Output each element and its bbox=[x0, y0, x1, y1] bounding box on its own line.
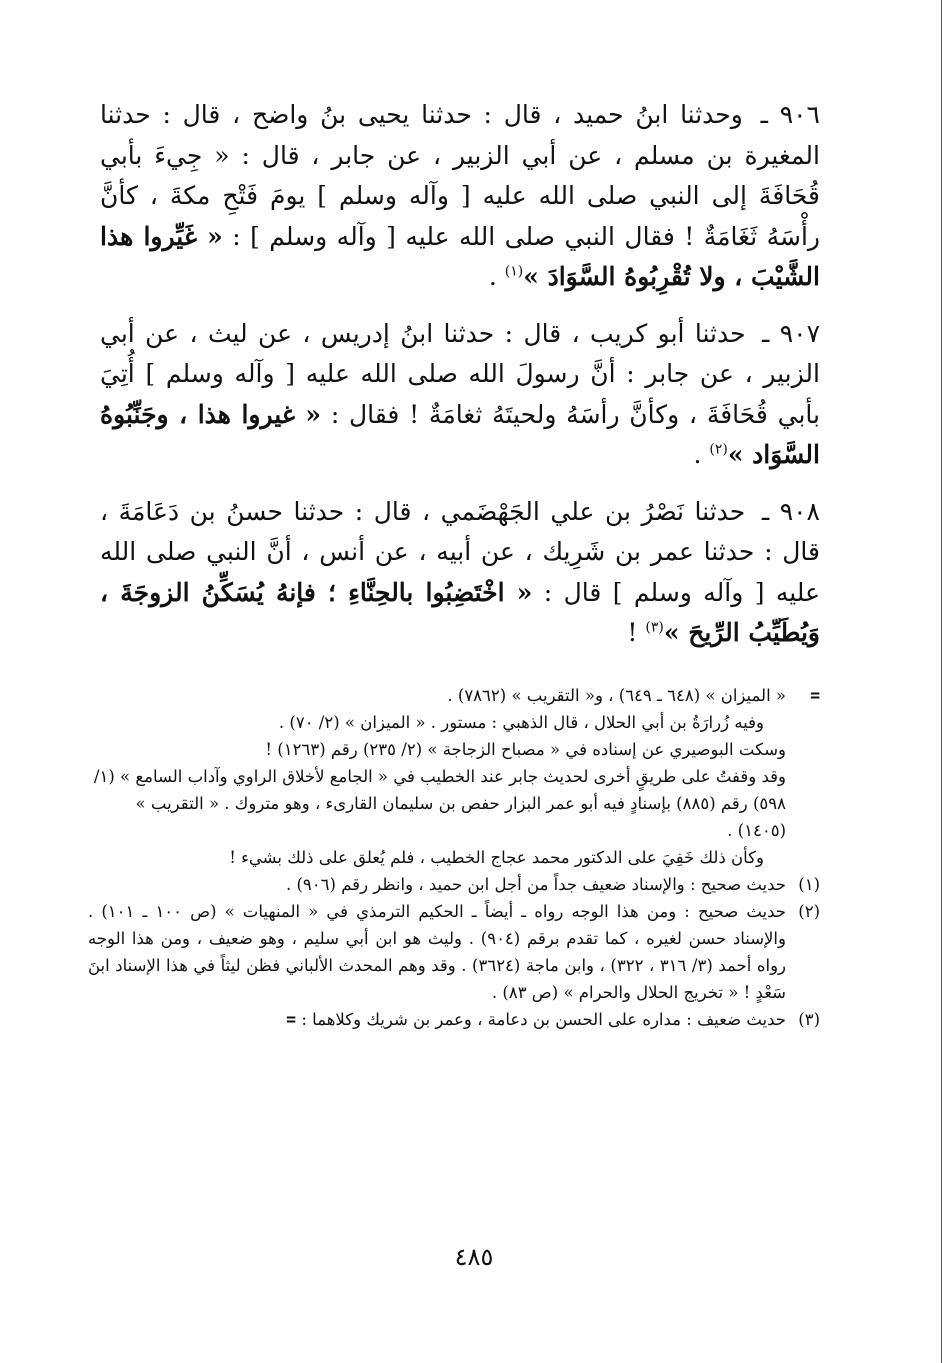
footnote-text: حديث ضعيف : مداره على الحسن بن دعامة ، وعمر بن شريك وكلاهما : bbox=[301, 1010, 786, 1029]
footnote-ref: (١) bbox=[504, 263, 524, 280]
footnote-ref: (٣) bbox=[645, 619, 664, 636]
hadith-number: ٩٠٨ ـ bbox=[761, 496, 820, 526]
main-text bbox=[100, 95, 820, 670]
hadith-isnad: وحدثنا ابنُ حميد ، قال : حدثنا يحيى بنُ واضح ، قال : حدثنا المغيرة بن مسلم ، عن أبي الزبير ، عن جابر ، قال : « جِيءَ بأبي قُحَافَةَ إلى النبي صلى الله عليه [ وآله وسلم ] يومَ فَتْحِ مكةَ ، كأنَّ رأْسَهُ ثَغَامَةٌ ! فقال النبي صلى الله عليه [ وآله وسلم ] : bbox=[100, 100, 821, 251]
hadith-907 bbox=[100, 314, 820, 476]
footnote-text: حديث صحيح : والإسناد ضعيف جداً من أجل ابن حميد ، وانظر رقم (٩٠٦) . bbox=[285, 875, 786, 894]
continuation-first-line bbox=[88, 682, 820, 709]
continuation-line: « الميزان » (٦٤٨ ـ ٦٤٩) ، و« التقريب » (٧٨٦٢) . bbox=[447, 686, 786, 705]
hadith-ending: ! bbox=[627, 618, 646, 647]
footnote-continues-marker: = bbox=[286, 1010, 297, 1029]
footnote-marker: (٢) bbox=[798, 902, 820, 921]
hadith-ending: . bbox=[693, 440, 710, 469]
hadith-isnad: حدثنا نَصْرُ بن علي الجَهْضَمي ، قال : حدثنا حسنُ بن دَعَامَةَ ، قال : حدثنا عمر بن شَرِيك ، عن أبيه ، عن أنس ، أنَّ النبي صلى الله عليه [ وآله وسلم ] قال : bbox=[100, 496, 820, 607]
footnote-text-with-continuation bbox=[88, 1006, 786, 1033]
hadith-906 bbox=[100, 95, 820, 298]
hadith-matn: « غيروا هذا ، وجَنِّبُوهُ السَّوَاد » bbox=[100, 399, 820, 469]
continuation-line: وكأن ذلك خَفِيَ على الدكتور محمد عجاج الخطيب ، فلم يُعلق على ذلك بشيء ! bbox=[229, 848, 764, 867]
footnote-marker: (١) bbox=[798, 875, 820, 894]
page-number: ٤٨٥ bbox=[454, 1243, 494, 1271]
footnote-2 bbox=[88, 898, 820, 1006]
footnote-text: حديث صحيح : ومن هذا الوجه رواه ـ أيضاً ـ الحكيم الترمذي في « المنهيات » (ص ١٠٠ ـ ١٠١) . والإسناد حسن لغيره ، كما تقدم برقم (٩٠٤) . وليث هو ابن أبي سليم ، وهو ضعيف ، ومن هذا الوجه رواه أحمد (٣/ ٣١٦ ، ٣٢٢) ، وابن ماجة (٣٦٢٤) . وقد وهم المحدث الألباني فظن ليثاً في هذا الإسناد ابنَ سَعْدٍ ! « تخريج الحلال والحرام » (ص ٨٣) . bbox=[88, 902, 787, 1002]
continuation-line: وقد وقفتُ على طريقٍ أخرى لحديث جابر عند الخطيب في « الجامع لأخلاق الراوي وآداب السامع » (١/ ٥٩٨) رقم (٨٨٥) بإسنادٍ فيه أبو عمر البزار حفص بن سليمان القارىء ، وهو متروك . « التقريب » (١٤٠٥) . bbox=[93, 767, 786, 840]
footnote-marker: (٣) bbox=[798, 1010, 820, 1029]
hadith-matn: « اخْتَضِبُوا بالحِنَّاءِ ؛ فإنهُ يُسَكِّنُ الزوجَةَ ، وَيُطَيِّبُ الرِّيحَ » bbox=[100, 577, 820, 647]
footnote-1 bbox=[88, 871, 820, 898]
continuation-marker: = bbox=[810, 686, 820, 705]
footnote-3 bbox=[88, 1006, 820, 1033]
continuation-line: وسكت البوصيري عن إسناده في « مصباح الزجاجة » (٢/ ٢٣٥) رقم (١٢٦٣) ! bbox=[265, 740, 786, 759]
footnote-ref: (٢) bbox=[709, 441, 728, 458]
hadith-908 bbox=[100, 492, 820, 654]
hadith-ending: . bbox=[488, 262, 505, 291]
hadith-number: ٩٠٦ ـ bbox=[760, 100, 820, 129]
hadith-matn: « غَيِّروا هذا الشَّيْبَ ، ولا تُقْرِبُوهُ السَّوَادَ » bbox=[100, 221, 820, 291]
footnotes-area bbox=[88, 682, 820, 1033]
hadith-isnad: حدثنا أبو كريب ، قال : حدثنا ابنُ إدريس ، عن ليث ، عن أبي الزبير ، عن جابر : أنَّ رسولَ الله صلى الله عليه [ وآله وسلم ] أُتِيَ بأبي قُحَافَةَ ، وكأنَّ رأسَهُ ولحيتَهُ ثغامَةٌ ! فقال : bbox=[100, 318, 821, 429]
scan-edge-line bbox=[941, 0, 942, 1363]
hadith-number: ٩٠٧ ـ bbox=[761, 318, 821, 348]
continuation-line: وفيه زُرارَةُ بن أبي الحلال ، قال الذهبي : مستور . « الميزان » (٢/ ٧٠) . bbox=[278, 713, 764, 732]
